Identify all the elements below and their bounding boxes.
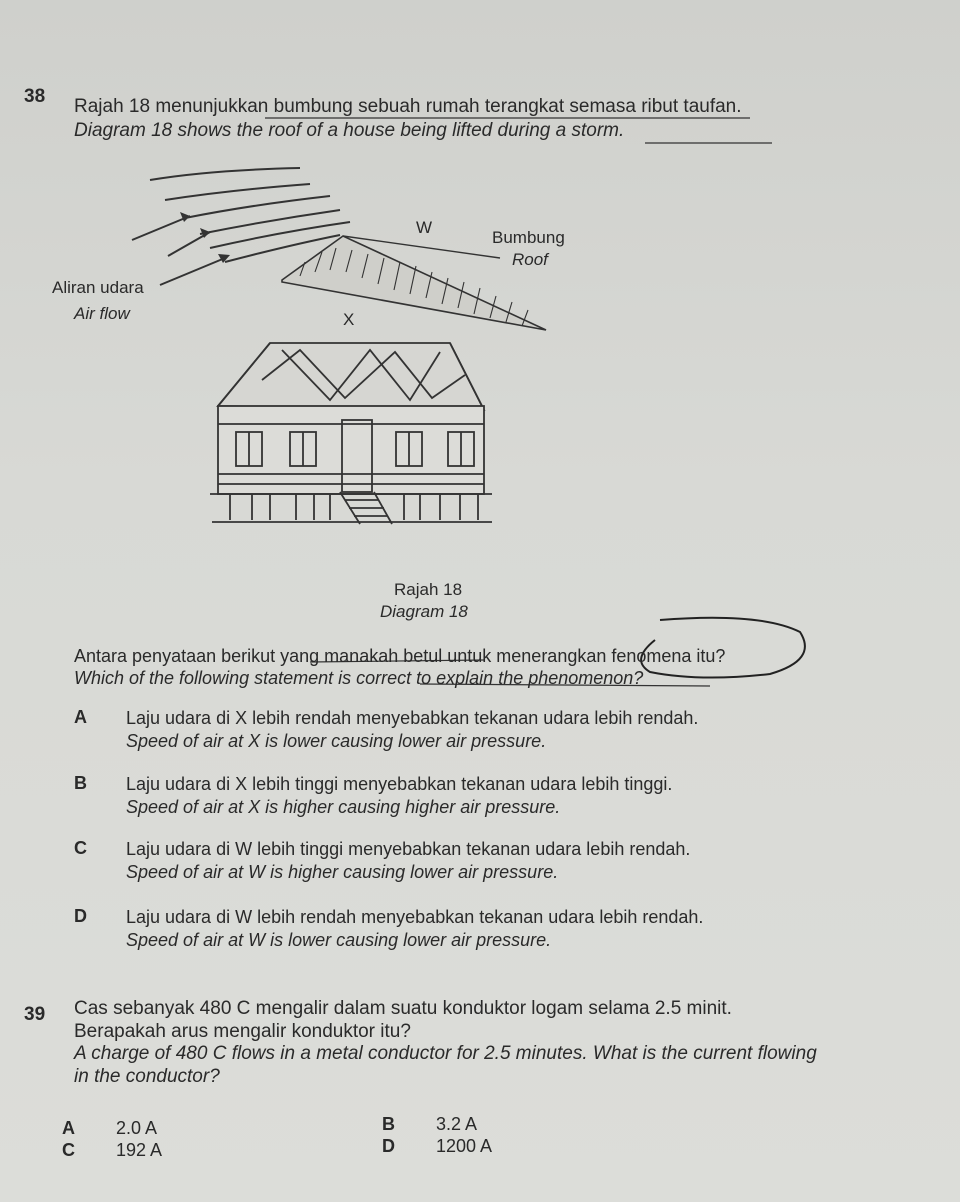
option-b-text-my[interactable]: Laju udara di X lebih tinggi menyebabkan tekanan udara lebih tinggi. [126,774,673,794]
option-a-text-en[interactable]: Speed of air at X is lower causing lower air pressure. [126,731,547,751]
question-39-text-my-line1: Cas sebanyak 480 C mengalir dalam suatu konduktor logam selama 2.5 minit. [74,998,732,1019]
q39-option-a-value[interactable]: 2.0 A [116,1118,158,1138]
label-air-flow-my: Aliran udara [52,278,144,297]
q39-option-b-value[interactable]: 3.2 A [436,1114,478,1134]
lifted-roof [282,236,546,330]
question-39-text-en-line2: in the conductor? [74,1066,220,1087]
q39-option-c-value[interactable]: 192 A [116,1140,163,1160]
option-c-text-en[interactable]: Speed of air at W is higher causing lower air pressure. [126,862,559,882]
air-flow-arrowheads [180,212,230,263]
question-39-text-en-line1: A charge of 480 C flows in a metal conductor for 2.5 minutes. What is the current flowing [74,1043,817,1064]
q39-option-a-letter: A [62,1118,75,1138]
question-38-number: 38 [24,86,46,107]
option-c-letter: C [74,838,87,858]
option-d-text-en[interactable]: Speed of air at W is lower causing lower air pressure. [126,930,552,950]
diagram-caption-my: Rajah 18 [394,580,463,599]
q39-option-b-letter: B [382,1114,395,1134]
q39-option-d-letter: D [382,1136,395,1156]
option-b-text-en[interactable]: Speed of air at X is higher causing higher air pressure. [126,797,561,817]
label-air-flow-en: Air flow [74,304,130,323]
option-a-letter: A [74,707,87,727]
q39-option-c-letter: C [62,1140,75,1160]
option-d-letter: D [74,906,87,926]
label-x: X [343,310,355,329]
diagram-caption-en: Diagram 18 [380,602,468,621]
option-d-text-my[interactable]: Laju udara di W lebih rendah menyebabkan tekanan udara lebih rendah. [126,907,704,927]
label-roof-my: Bumbung [492,228,565,247]
option-b-letter: B [74,773,87,793]
house [210,343,492,524]
option-a-text-my[interactable]: Laju udara di X lebih rendah menyebabkan tekanan udara lebih rendah. [126,708,699,728]
question-39-number: 39 [24,1004,46,1025]
q39-option-d-value[interactable]: 1200 A [436,1136,493,1156]
option-c-text-my[interactable]: Laju udara di W lebih tinggi menyebabkan tekanan udara lebih rendah. [126,839,691,859]
question-38-prompt-en: Which of the following statement is correct to explain the phenomenon? [74,668,644,688]
question-38-prompt-my: Antara penyataan berikut yang manakah betul untuk menerangkan fenomena itu? [74,646,726,666]
question-38-text-en: Diagram 18 shows the roof of a house being lifted during a storm. [74,120,625,141]
label-w: W [416,218,433,237]
question-38-text-my: Rajah 18 menunjukkan bumbung sebuah rumah terangkat semasa ribut taufan. [74,96,742,117]
question-39-text-my-line2: Berapakah arus mengalir konduktor itu? [74,1021,411,1042]
label-roof-en: Roof [512,250,548,269]
